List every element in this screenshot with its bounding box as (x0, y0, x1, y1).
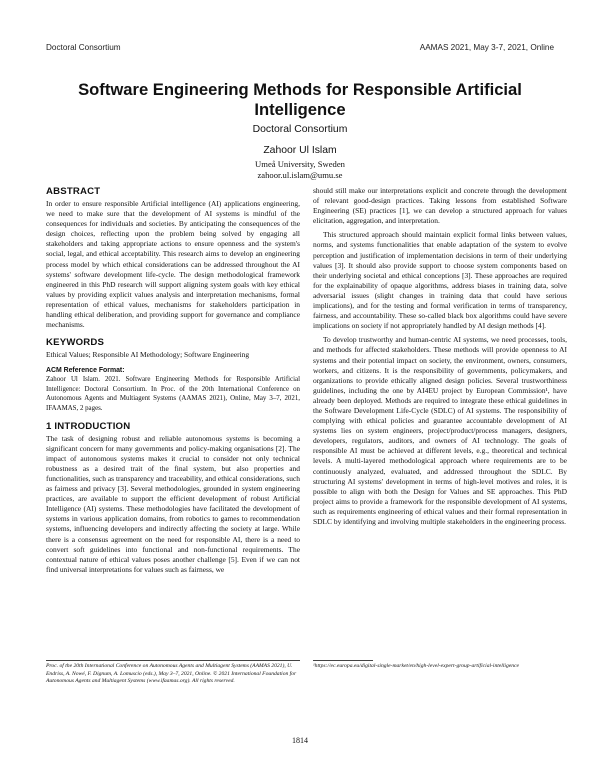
introduction-text: The task of designing robust and reliable autonomous systems is becoming a significant concern for many governments and policy-making organisations [2]. The impact of autonomous systems makes it crucial to consider not only technical robustness as a desired trait of the final system, but also properties and functionalities, such as transparency and traceability, and ethical considerations, such as fairness and privacy [3]. Several methodologies, grounded in system engineering practices, are available to support the efficient development of robust Artificial Intelligence (AI) systems. These methodologies have facilitated the development of systems in various application domains, from robotics to games to recommendation systems, influencing developers and indirectly affecting the society at large. While there is a consensus agreement on the need for responsible AI, there is a need to convert soft guidelines into functional and non-functional requirements. The contextual nature of ethical values poses another challenge [5]. Even if we can not find universal interpretations for values such as fairness, we (46, 433, 300, 574)
acm-reference-text: Zahoor Ul Islam. 2021. Software Engineering Methods for Responsible Artificial Intelligence: Doctoral Consortium. In Proc. of the 20th International Conference on Autonomous Agents and Multiagent Systems (AAMAS 2021), Online, May 3–7, 2021, IFAAMAS, 2 pages. (46, 376, 300, 412)
paper-title: Software Engineering Methods for Responsible Artificial Intelligence (78, 80, 522, 119)
abstract-heading: ABSTRACT (46, 186, 101, 197)
acm-reference-label: ACM Reference Format: (46, 367, 125, 375)
author-name: Zahoor Ul Islam (263, 145, 337, 156)
footnote-rule-right (313, 660, 373, 661)
paper-subtitle: Doctoral Consortium (252, 124, 348, 135)
url-footnote: ¹https://ec.europa.eu/digital-single-market/en/high-level-expert-group-artificial-intelligence (313, 663, 519, 669)
author-email: zahoor.ul.islam@umu.se (257, 170, 343, 180)
left-column (46, 186, 300, 575)
right-column (313, 186, 567, 527)
running-header-left: Doctoral Consortium (46, 43, 121, 52)
keywords-text: Ethical Values; Responsible AI Methodology; Software Engineering (46, 350, 250, 360)
abstract-text: In order to ensure responsible Artificial intelligence (AI) applications engineering, we need to make sure that the development of AI systems is mindful of the consequences for individuals and societies. By anticipating the consequences of the design choices, reflecting upon the problem being solved by engaging all stakeholders and taking appropriate actions to ensure openness and the system's social, legal, and ethical acceptability. This research aims to develop an engineering process model by which ethical considerations can be addressed throughout the AI systems' software development life-cycle. The design methodological framework engineered in this PhD research will support aligning system goals with key ethical values by providing explicit values analysis and interpretation mechanisms, formal representation of ethical values, mechanisms for stakeholders participation in handling ethical deliberation, and providing support for governance and compliance mechanisms. (46, 199, 300, 330)
intro-paragraph-2: This structured approach should maintain explicit formal links between values, norms, and systems functionalities that enable adaptation of the system to evolve perception and justification of implementation decisions in term of their underlying values [3]. It should also provide support to choose system components based on their underlying societal and ethical conceptions [3]. These approaches are required for the explainability of opaque algorithms, address biases in training data, solve adversarial issues (slight changes in training data that could have serious implications), and for the testing and formal verification in terms of transparency, fairness, and accountability. These so-called black box algorithms could have severe implications on society if not appropriately handled by AI design methods [4]. (313, 230, 567, 331)
page-number: 1814 (292, 736, 308, 745)
footnote-rule-left (46, 660, 300, 661)
introduction-heading: 1 INTRODUCTION (46, 420, 131, 432)
running-header-right: AAMAS 2021, May 3-7, 2021, Online (419, 43, 554, 52)
proceedings-footnote: Proc. of the 20th International Conference on Autonomous Agents and Multiagent Systems (AAMAS 2021), U. Endriss, A. Nowé, F. Dignum, A. Lomuscio (eds.), May 3–7, 2021, Online. © 2021 International Foundation for Autonomous Agents and Multiagent Systems (www.ifaamas.org). All rights reserved. (46, 663, 297, 684)
author-affiliation: Umeå University, Sweden (255, 159, 345, 169)
intro-paragraph-1: should still make our interpretations explicit and concrete through the development of relevant good-design practices. Taking lessons from established Software Engineering (SE) practices [1], we can develop a structured approach for values elicitation, aggregation, and interpretation. (313, 186, 567, 226)
intro-paragraph-3: To develop trustworthy and human-centric AI systems, we need processes, tools, and methods for affected stakeholders. These methods will provide openness to AI systems and their potential impact on society, the environment, owners, consumers, workers, and citizens. It is the responsibility of governments, policymakers, and organizations to provide ethically aligned design policies. Several trustworthiness guidelines, including the one by AI4EU project by European Commission¹, have already been deployed. Methods are required to integrate these ethical guidelines in the Software Development Life-Cycle (SDLC) of AI systems. The responsibility of complying with ethical policies and guarantee accountable development of AI systems lies on system engineers, project/product/process managers, designers, developers, regulators, auditors, and owners of AI technology. The goals of responsible AI must be achieved at different levels, e.g., theoretical and technical levels. A multi-layered methodological approach where requirements are to be continuously analyzed, evaluated, and addressed throughout the SDLC. By structuring AI systems' development in terms of high-level motives and roles, it is possible to align with both the Design for Values and SE approaches. This PhD project aims to provide a framework for the responsible development of AI systems, such as requirements engineering of ethical values and their formal representation in SDLC by identifying and involving multiple stakeholders in the engineering process. (313, 335, 567, 526)
keywords-heading: KEYWORDS (46, 337, 105, 349)
